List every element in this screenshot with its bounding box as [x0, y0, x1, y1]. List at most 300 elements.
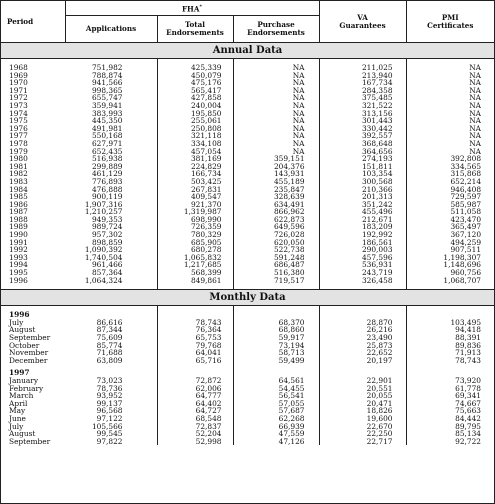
total-endorsements-cell: 78,743 — [157, 319, 233, 327]
va-guarantees-cell: 300,568 — [319, 178, 406, 186]
purchase-endorsements-cell: NA — [233, 94, 319, 102]
purchase-endorsements-cell: NA — [233, 125, 319, 133]
pmi-certificates-cell: 61,778 — [406, 385, 494, 393]
total-endorsements-cell: 425,339 — [157, 64, 233, 72]
annual-row — [1, 140, 494, 148]
va-guarantees-cell: 243,719 — [319, 269, 406, 277]
purchase-endorsements-cell: 455,189 — [233, 178, 319, 186]
va-guarantees-cell: 167,734 — [319, 79, 406, 87]
total-endorsements-cell: 62,006 — [157, 385, 233, 393]
pmi-certificates-cell: NA — [406, 125, 494, 133]
monthly-row — [1, 319, 494, 327]
va-guarantees-cell: 192,992 — [319, 231, 406, 239]
total-endorsements-cell: 267,831 — [157, 186, 233, 194]
period-cell: 1993 — [9, 252, 28, 262]
annual-row — [1, 231, 494, 239]
applications-cell: 299,889 — [91, 161, 123, 171]
monthly-year-label: 1997 — [9, 368, 30, 378]
applications-cell: 788,874 — [91, 70, 123, 80]
total-endorsements-cell: 255,061 — [157, 117, 233, 125]
pmi-certificates-cell: 75,663 — [406, 407, 494, 415]
pmi-certificates-cell: 729,597 — [406, 193, 494, 201]
applications-cell: 949,353 — [91, 214, 123, 224]
period-cell: 1977 — [9, 131, 28, 141]
purchase-endorsements-cell: NA — [233, 102, 319, 110]
purchase-endorsements-cell: 68,860 — [233, 326, 319, 334]
annual-data-section-row — [1, 43, 494, 59]
purchase-endorsements-cell: 73,194 — [233, 342, 319, 350]
purchase-endorsements-cell: NA — [233, 79, 319, 87]
period-cell: 1978 — [9, 138, 28, 148]
purchase-endorsements-cell: 54,455 — [233, 385, 319, 393]
total-endorsements-cell: 52,204 — [157, 430, 233, 438]
monthly-row — [1, 407, 494, 415]
applications-header: Applications — [65, 16, 157, 43]
total-endorsements-cell: 381,169 — [157, 155, 233, 163]
pmi-certificates-cell: 365,497 — [406, 223, 494, 231]
applications-cell: 776,893 — [91, 176, 123, 186]
applications-cell: 491,981 — [91, 123, 123, 133]
purchase-endorsements-cell: 622,873 — [233, 216, 319, 224]
monthly-year-row — [1, 311, 494, 319]
pmi-certificates-cell: 1,198,307 — [406, 254, 494, 262]
period-cell: 1971 — [9, 85, 28, 95]
pmi-certificates-cell: NA — [406, 117, 494, 125]
va-guarantees-cell: 103,354 — [319, 170, 406, 178]
annual-row — [1, 216, 494, 224]
va-guarantees-cell: 151,811 — [319, 163, 406, 171]
period-cell: 1986 — [9, 199, 28, 209]
purchase-endorsements-cell: NA — [233, 64, 319, 72]
applications-cell: 105,566 — [91, 421, 123, 431]
va-guarantees-cell: 23,490 — [319, 334, 406, 342]
period-cell: 1972 — [9, 93, 28, 103]
applications-cell: 445,350 — [91, 116, 123, 126]
va-guarantees-cell: 19,600 — [319, 415, 406, 423]
purchase-endorsements-cell: NA — [233, 117, 319, 125]
applications-cell: 1,090,392 — [84, 245, 123, 255]
applications-cell: 75,609 — [96, 333, 123, 342]
applications-cell: 383,993 — [91, 108, 123, 118]
pmi-certificates-cell: 71,913 — [406, 349, 494, 357]
applications-cell: 97,122 — [96, 413, 123, 423]
pmi-certificates-cell: 585,987 — [406, 201, 494, 209]
annual-row — [1, 208, 494, 216]
applications-cell: 63,809 — [96, 355, 123, 365]
monthly-row — [1, 392, 494, 400]
applications-cell: 78,736 — [96, 383, 123, 393]
annual-row — [1, 254, 494, 262]
applications-cell: 99,137 — [96, 398, 123, 408]
annual-row — [1, 170, 494, 178]
annual-data-body — [1, 43, 494, 290]
purchase-endorsements-cell: 359,151 — [233, 155, 319, 163]
total-endorsements-cell: 450,079 — [157, 72, 233, 80]
applications-cell: 652,435 — [91, 146, 123, 156]
monthly-row — [1, 326, 494, 334]
total-endorsements-cell: 72,837 — [157, 423, 233, 431]
pmi-certificates-cell: NA — [406, 132, 494, 140]
annual-row — [1, 102, 494, 110]
total-endorsements-cell: 685,905 — [157, 239, 233, 247]
total-endorsements-cell: 65,753 — [157, 334, 233, 342]
purchase-endorsements-cell: NA — [233, 132, 319, 140]
monthly-row — [1, 400, 494, 408]
applications-cell: 550,168 — [91, 131, 123, 141]
purchase-endorsements-cell: 516,380 — [233, 269, 319, 277]
purchase-endorsements-cell: 522,738 — [233, 246, 319, 254]
annual-row — [1, 269, 494, 277]
applications-cell: 1,210,257 — [84, 207, 123, 217]
pmi-certificates-cell: 334,565 — [406, 163, 494, 171]
va-guarantees-cell: 25,873 — [319, 342, 406, 350]
purchase-endorsements-cell: 686,487 — [233, 261, 319, 269]
va-guarantees-cell: 22,717 — [319, 438, 406, 446]
period-header: Period — [1, 1, 65, 43]
va-guarantees-cell: 330,442 — [319, 125, 406, 133]
period-cell: 1975 — [9, 116, 28, 126]
annual-row — [1, 87, 494, 95]
va-guarantees-cell: 212,671 — [319, 216, 406, 224]
monthly-data-title: Monthly Data — [1, 290, 494, 306]
total-endorsements-cell: 195,850 — [157, 110, 233, 118]
pmi-certificates-cell: NA — [406, 94, 494, 102]
annual-row — [1, 246, 494, 254]
va-guarantees-cell: 211,025 — [319, 64, 406, 72]
va-guarantees-cell: 22,670 — [319, 423, 406, 431]
total-endorsements-cell: 780,329 — [157, 231, 233, 239]
purchase-endorsements-cell: 59,917 — [233, 334, 319, 342]
total-endorsements-cell: 79,768 — [157, 342, 233, 350]
month-cell: March — [9, 391, 34, 401]
va-guarantees-cell: 18,826 — [319, 407, 406, 415]
period-cell: 1991 — [9, 237, 28, 247]
total-endorsements-cell: 224,829 — [157, 163, 233, 171]
applications-cell: 1,740,504 — [84, 252, 123, 262]
va-guarantees-cell: 313,156 — [319, 110, 406, 118]
monthly-row — [1, 334, 494, 342]
total-endorsements-cell: 64,727 — [157, 407, 233, 415]
period-cell: 1995 — [9, 268, 28, 278]
pmi-certificates-cell: NA — [406, 140, 494, 148]
pmi-certificates-cell: 78,743 — [406, 357, 494, 365]
va-guarantees-cell: 274,193 — [319, 155, 406, 163]
period-cell: 1979 — [9, 146, 28, 156]
monthly-row — [1, 430, 494, 438]
va-guarantees-cell: 455,496 — [319, 208, 406, 216]
total-endorsements-cell: 409,547 — [157, 193, 233, 201]
purchase-endorsements-cell: 64,561 — [233, 377, 319, 385]
monthly-year-label: 1996 — [9, 310, 30, 320]
total-endorsements-cell: 921,370 — [157, 201, 233, 209]
purchase-endorsements-cell: 56,541 — [233, 392, 319, 400]
monthly-row — [1, 438, 494, 446]
total-endorsements-cell: 68,548 — [157, 415, 233, 423]
va-guarantees-cell: 284,358 — [319, 87, 406, 95]
monthly-row — [1, 377, 494, 385]
total-endorsements-cell: 1,319,987 — [157, 208, 233, 216]
pmi-certificates-cell: 74,667 — [406, 400, 494, 408]
month-cell: May — [9, 406, 26, 416]
monthly-row — [1, 415, 494, 423]
annual-data-title: Annual Data — [1, 43, 494, 59]
total-endorsements-cell: 334,108 — [157, 140, 233, 148]
purchase-endorsements-cell: 235,847 — [233, 186, 319, 194]
annual-row — [1, 155, 494, 163]
pmi-certificates-cell: NA — [406, 64, 494, 72]
purchase-endorsements-cell: 68,370 — [233, 319, 319, 327]
annual-row — [1, 110, 494, 118]
total-endorsements-cell: 65,716 — [157, 357, 233, 365]
period-cell: 1970 — [9, 78, 28, 88]
month-cell: July — [9, 421, 24, 431]
annual-row — [1, 79, 494, 87]
total-endorsements-cell: 1,065,832 — [157, 254, 233, 262]
fha-group-header: FHA* — [65, 1, 319, 16]
pmi-certificates-cell: NA — [406, 110, 494, 118]
period-cell: 1989 — [9, 222, 28, 232]
annual-row — [1, 94, 494, 102]
applications-cell: 359,941 — [91, 100, 123, 110]
total-endorsements-cell: 475,176 — [157, 79, 233, 87]
purchase-endorsements-cell: 328,639 — [233, 193, 319, 201]
total-endorsements-cell: 427,858 — [157, 94, 233, 102]
period-cell: 1983 — [9, 176, 28, 186]
purchase-endorsements-header: Purchase Endorsements — [233, 16, 319, 43]
period-cell: 1969 — [9, 70, 28, 80]
va-guarantees-cell: 392,557 — [319, 132, 406, 140]
annual-row — [1, 261, 494, 269]
va-guarantees-cell: 186,561 — [319, 239, 406, 247]
applications-cell: 73,023 — [96, 375, 123, 385]
pmi-certificates-cell: 494,259 — [406, 239, 494, 247]
annual-row — [1, 64, 494, 72]
purchase-endorsements-cell: 57,687 — [233, 407, 319, 415]
purchase-endorsements-cell: 591,248 — [233, 254, 319, 262]
pmi-certificates-cell: NA — [406, 79, 494, 87]
annual-row — [1, 148, 494, 156]
month-cell: April — [9, 398, 28, 408]
total-endorsements-header: Total Endorsements — [157, 16, 233, 43]
month-cell: December — [9, 355, 48, 365]
applications-cell: 99,545 — [96, 429, 123, 439]
total-endorsements-cell: 568,399 — [157, 269, 233, 277]
va-guarantees-cell: 28,870 — [319, 319, 406, 327]
va-guarantees-cell: 201,313 — [319, 193, 406, 201]
applications-cell: 86,616 — [96, 317, 123, 327]
purchase-endorsements-cell: NA — [233, 87, 319, 95]
pmi-certificates-cell: 69,341 — [406, 392, 494, 400]
monthly-row — [1, 349, 494, 357]
pmi-certificates-cell: 73,920 — [406, 377, 494, 385]
month-cell: September — [9, 436, 51, 446]
total-endorsements-cell: 64,777 — [157, 392, 233, 400]
pmi-certificates-cell: NA — [406, 72, 494, 80]
applications-cell: 898,859 — [91, 237, 123, 247]
va-guarantees-cell: 375,485 — [319, 94, 406, 102]
applications-cell: 97,822 — [96, 436, 123, 446]
fha-footnote-mark: * — [199, 3, 203, 10]
pmi-certificates-cell: 1,068,707 — [406, 277, 494, 285]
purchase-endorsements-cell: NA — [233, 140, 319, 148]
va-guarantees-cell: 20,471 — [319, 400, 406, 408]
period-cell: 1988 — [9, 214, 28, 224]
purchase-endorsements-cell: 57,055 — [233, 400, 319, 408]
period-cell: 1968 — [9, 63, 28, 72]
applications-cell: 461,129 — [91, 169, 123, 179]
total-endorsements-cell: 457,054 — [157, 148, 233, 156]
applications-cell: 96,568 — [96, 406, 123, 416]
period-cell: 1987 — [9, 207, 28, 217]
period-cell: 1973 — [9, 100, 28, 110]
va-guarantees-cell: 326,458 — [319, 277, 406, 285]
period-cell: 1992 — [9, 245, 28, 255]
pmi-certificates-cell: 103,495 — [406, 319, 494, 327]
purchase-endorsements-cell: 866,962 — [233, 208, 319, 216]
total-endorsements-cell: 64,041 — [157, 349, 233, 357]
va-guarantees-cell: 368,648 — [319, 140, 406, 148]
va-guarantees-cell: 457,596 — [319, 254, 406, 262]
month-cell: February — [9, 383, 44, 393]
period-cell: 1980 — [9, 154, 28, 164]
va-guarantees-cell: 213,940 — [319, 72, 406, 80]
month-cell: July — [9, 317, 24, 327]
pmi-certificates-cell: 88,391 — [406, 334, 494, 342]
pmi-certificates-cell: 84,442 — [406, 415, 494, 423]
purchase-endorsements-cell: 59,499 — [233, 357, 319, 365]
total-endorsements-cell: 1,217,685 — [157, 261, 233, 269]
total-endorsements-cell: 240,004 — [157, 102, 233, 110]
total-endorsements-cell: 250,808 — [157, 125, 233, 133]
period-cell: 1974 — [9, 108, 28, 118]
monthly-row — [1, 385, 494, 393]
va-guarantees-cell: 210,366 — [319, 186, 406, 194]
pmi-certificates-cell: 960,756 — [406, 269, 494, 277]
period-cell: 1981 — [9, 161, 28, 171]
annual-row — [1, 239, 494, 247]
total-endorsements-cell: 680,278 — [157, 246, 233, 254]
housing-finance-table — [1, 1, 494, 445]
va-guarantees-cell: 290,003 — [319, 246, 406, 254]
va-guarantees-cell: 22,250 — [319, 430, 406, 438]
pmi-certificates-cell: 392,808 — [406, 155, 494, 163]
purchase-endorsements-cell: 620,050 — [233, 239, 319, 247]
annual-row — [1, 201, 494, 209]
va-guarantees-cell: 536,931 — [319, 261, 406, 269]
purchase-endorsements-cell: 204,376 — [233, 163, 319, 171]
purchase-endorsements-cell: 47,559 — [233, 430, 319, 438]
annual-row — [1, 178, 494, 186]
applications-cell: 85,774 — [96, 340, 123, 350]
annual-row — [1, 277, 494, 285]
annual-row — [1, 125, 494, 133]
monthly-data-body — [1, 290, 494, 446]
pmi-certificates-cell: 511,058 — [406, 208, 494, 216]
pmi-certificates-cell: 652,214 — [406, 178, 494, 186]
purchase-endorsements-cell: 719,517 — [233, 277, 319, 285]
period-cell: 1976 — [9, 123, 28, 133]
applications-cell: 655,747 — [91, 93, 123, 103]
total-endorsements-cell: 166,734 — [157, 170, 233, 178]
month-cell: June — [9, 413, 26, 423]
monthly-year-row — [1, 369, 494, 377]
total-endorsements-cell: 849,861 — [157, 277, 233, 285]
pmi-certificates-cell: 946,408 — [406, 186, 494, 194]
applications-cell: 476,888 — [91, 184, 123, 194]
purchase-endorsements-cell: 47,126 — [233, 438, 319, 446]
applications-cell: 857,364 — [91, 268, 123, 278]
month-cell: January — [9, 375, 39, 385]
month-cell: August — [9, 325, 36, 335]
va-guarantees-cell: 301,443 — [319, 117, 406, 125]
total-endorsements-cell: 64,402 — [157, 400, 233, 408]
va-guarantees-cell: 20,055 — [319, 392, 406, 400]
annual-row — [1, 72, 494, 80]
pmi-certificates-cell: NA — [406, 87, 494, 95]
applications-cell: 989,724 — [91, 222, 123, 232]
pmi-certificates-cell: NA — [406, 148, 494, 156]
annual-row — [1, 117, 494, 125]
pmi-certificates-cell: 94,418 — [406, 326, 494, 334]
total-endorsements-cell: 503,425 — [157, 178, 233, 186]
total-endorsements-cell: 72,872 — [157, 377, 233, 385]
pmi-certificates-cell: 1,148,696 — [406, 261, 494, 269]
monthly-data-section-row — [1, 290, 494, 306]
purchase-endorsements-cell: NA — [233, 72, 319, 80]
pmi-certificates-cell: 367,120 — [406, 231, 494, 239]
applications-cell: 1,064,324 — [84, 275, 123, 285]
purchase-endorsements-cell: 66,939 — [233, 423, 319, 431]
period-cell: 1996 — [9, 275, 28, 285]
total-endorsements-cell: 698,990 — [157, 216, 233, 224]
va-guarantees-cell: 22,652 — [319, 349, 406, 357]
applications-cell: 751,982 — [91, 63, 123, 72]
annual-row — [1, 163, 494, 171]
applications-cell: 71,688 — [96, 348, 123, 358]
total-endorsements-cell: 52,998 — [157, 438, 233, 446]
pmi-certificates-cell: NA — [406, 102, 494, 110]
purchase-endorsements-cell: NA — [233, 110, 319, 118]
applications-cell: 87,344 — [96, 325, 123, 335]
applications-cell: 957,302 — [91, 230, 123, 240]
applications-cell: 516,938 — [91, 154, 123, 164]
purchase-endorsements-cell: NA — [233, 148, 319, 156]
purchase-endorsements-cell: 143,931 — [233, 170, 319, 178]
va-guarantees-cell: 22,901 — [319, 377, 406, 385]
total-endorsements-cell: 76,364 — [157, 326, 233, 334]
applications-cell: 941,566 — [91, 78, 123, 88]
va-guarantees-cell: 321,522 — [319, 102, 406, 110]
va-guarantees-cell: 351,242 — [319, 201, 406, 209]
annual-row — [1, 223, 494, 231]
total-endorsements-cell: 321,118 — [157, 132, 233, 140]
applications-cell: 998,365 — [91, 85, 123, 95]
va-guarantees-cell: 20,197 — [319, 357, 406, 365]
annual-row — [1, 186, 494, 194]
purchase-endorsements-cell: 726,028 — [233, 231, 319, 239]
monthly-row — [1, 357, 494, 365]
pmi-certificates-cell: 85,134 — [406, 430, 494, 438]
month-cell: August — [9, 429, 36, 439]
va-guarantees-cell: 20,551 — [319, 385, 406, 393]
purchase-endorsements-cell: 634,491 — [233, 201, 319, 209]
period-cell: 1982 — [9, 169, 28, 179]
month-cell: September — [9, 333, 51, 342]
monthly-row — [1, 342, 494, 350]
applications-cell: 627,971 — [91, 138, 123, 148]
purchase-endorsements-cell: 62,268 — [233, 415, 319, 423]
va-guarantees-header: VA Guarantees — [319, 1, 406, 43]
